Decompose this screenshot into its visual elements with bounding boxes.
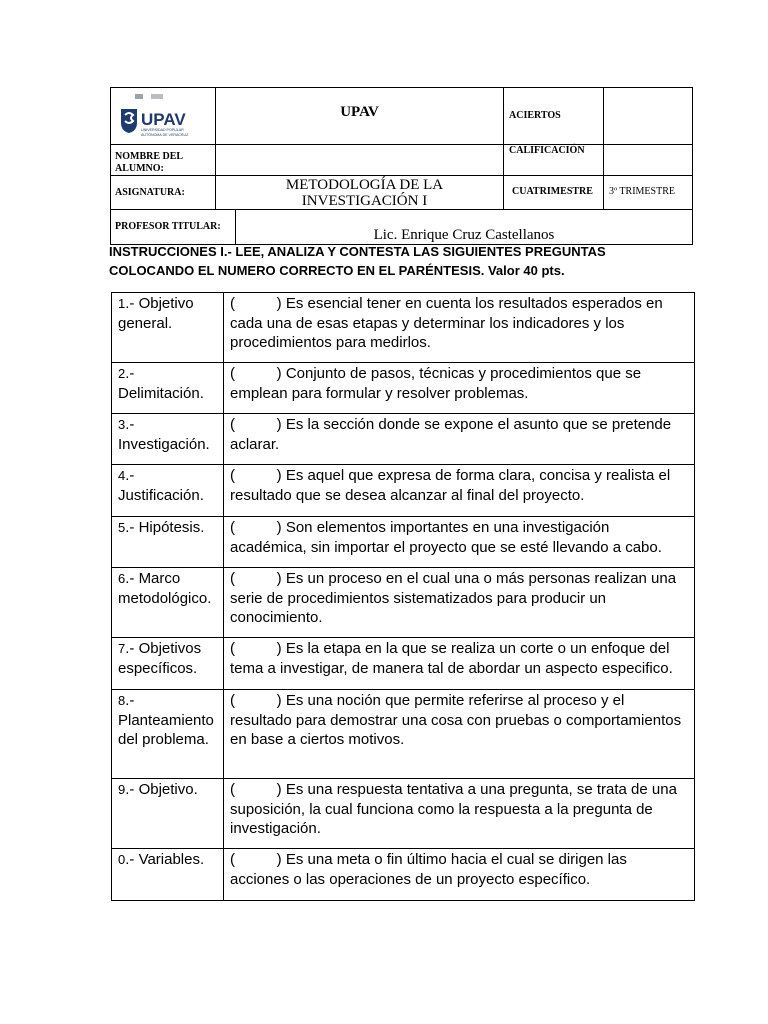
header-row-3 [110, 175, 693, 210]
question-term: .- Variables. [125, 851, 205, 868]
question-row [112, 690, 695, 779]
svg-text:AUTÓNOMA DE VERACRUZ: AUTÓNOMA DE VERACRUZ [141, 133, 189, 137]
question-definition: ( ) Son elementos importantes en una investigación académica, sin importar el proyecto que se esté llevando a cabo. [224, 517, 695, 568]
asignatura-value: METODOLOGÍA DE LA INVESTIGACIÓN I [285, 177, 444, 209]
question-term-cell [112, 779, 224, 849]
question-number: 5 [118, 520, 126, 535]
question-term: .- Planteamiento del problema. [118, 692, 214, 748]
question-number: 4 [118, 468, 126, 483]
question-definition: ( ) Es un proceso en el cual una o más personas realizan una serie de procedimientos sistematizados para producir un conocimiento. [224, 568, 695, 638]
question-number: 0 [118, 852, 126, 867]
nombre-label-cell [111, 145, 215, 175]
question-term: .- Investigación. [118, 416, 210, 453]
question-term: .- Delimitación. [118, 365, 204, 402]
question-term: .- Objetivo. [125, 781, 198, 798]
institution-cell [215, 88, 503, 144]
nombre-label: NOMBRE DEL ALUMNO: [115, 151, 183, 174]
aciertos-value-cell [603, 88, 692, 144]
upav-logo [115, 91, 211, 143]
question-term-cell [112, 690, 224, 779]
question-term-cell [112, 638, 224, 690]
question-number: 3 [118, 417, 126, 432]
question-term-cell [112, 517, 224, 568]
question-definition: ( ) Es la etapa en la que se realiza un corte o un enfoque del tema a investigar, de manera tal de abordar un aspecto especifico. [224, 638, 695, 690]
calificacion-value-cell [603, 145, 692, 175]
question-row [112, 414, 695, 465]
question-number: 8 [118, 693, 126, 708]
institution-name: UPAV [340, 104, 379, 120]
nombre-value-cell [215, 145, 503, 175]
question-term: .- Objetivo general. [118, 295, 194, 332]
question-number: 2 [118, 366, 126, 381]
question-term: .- Marco metodológico. [118, 570, 212, 607]
question-term-cell [112, 849, 224, 901]
question-term: .- Justificación. [118, 467, 204, 504]
question-definition: ( ) Es la sección donde se expone el asunto que se pretende aclarar. [224, 414, 695, 465]
cuatrimestre-value-cell [603, 176, 692, 209]
question-row [112, 849, 695, 901]
header-row-2 [110, 144, 693, 176]
question-number: 9 [118, 782, 126, 797]
question-row [112, 568, 695, 638]
calificacion-label: CALIFICACIÓN [509, 145, 585, 156]
question-term-cell [112, 293, 224, 363]
question-definition: ( ) Es una respuesta tentativa a una pregunta, se trata de una suposición, la cual funciona como la respuesta a la pregunta de investigación. [224, 779, 695, 849]
header-row-4 [110, 209, 693, 245]
question-row [112, 465, 695, 517]
question-term: .- Objetivos específicos. [118, 640, 202, 677]
question-row [112, 638, 695, 690]
question-number: 7 [118, 641, 126, 656]
question-definition: ( ) Es aquel que expresa de forma clara, concisa y realista el resultado que se desea alcanzar al final del proyecto. [224, 465, 695, 517]
aciertos-label: ACIERTOS [509, 110, 561, 121]
profesor-label-cell [111, 210, 235, 244]
question-definition: ( ) Es esencial tener en cuenta los resultados esperados en cada una de esas etapas y determinar los indicadores y los procedimientos para medirlos. [224, 293, 695, 363]
profesor-value: Lic. Enrique Cruz Castellanos [373, 227, 555, 243]
profesor-label: PROFESOR TITULAR: [115, 221, 221, 232]
question-term-cell [112, 414, 224, 465]
svg-text:UNIVERSIDAD POPULAR: UNIVERSIDAD POPULAR [141, 128, 184, 132]
asignatura-value-cell [215, 176, 503, 209]
asignatura-label: ASIGNATURA: [115, 187, 185, 198]
question-number: 6 [118, 571, 126, 586]
profesor-value-cell [235, 210, 692, 244]
instructions: INSTRUCCIONES I.- LEE, ANALIZA Y CONTESTA LAS SIGUIENTES PREGUNTAS COLOCANDO EL NUMERO CORRECTO EN EL PARÉNTESIS. Valor 40 pts. [109, 244, 606, 278]
question-definition: ( ) Es una meta o fin último hacia el cual se dirigen las acciones o las operaciones de un proyecto específico. [224, 849, 695, 901]
aciertos-label-cell [503, 88, 603, 144]
cuatrimestre-label-cell [503, 176, 603, 209]
cuatrimestre-value: 3º TRIMESTRE [609, 186, 675, 197]
header-row-1 [110, 87, 693, 145]
asignatura-label-cell [111, 176, 215, 209]
question-term-cell [112, 363, 224, 414]
question-definition: ( ) Conjunto de pasos, técnicas y procedimientos que se emplean para formular y resolver problemas. [224, 363, 695, 414]
calificacion-label-cell [503, 145, 603, 175]
logo-text: UPAV [141, 110, 186, 129]
question-row [112, 779, 695, 849]
logo-cell [111, 88, 215, 144]
question-term-cell [112, 465, 224, 517]
question-term: .- Hipótesis. [125, 519, 205, 536]
question-number: 1 [118, 296, 126, 311]
question-definition: ( ) Es una noción que permite referirse al proceso y el resultado para demostrar una cosa con pruebas o comportamientos en base a ciertos motivos. [224, 690, 695, 779]
question-row [112, 517, 695, 568]
cuatrimestre-label: CUATRIMESTRE [512, 186, 593, 197]
question-term-cell [112, 568, 224, 638]
question-row [112, 363, 695, 414]
questions-table [111, 292, 695, 901]
question-row [112, 293, 695, 363]
